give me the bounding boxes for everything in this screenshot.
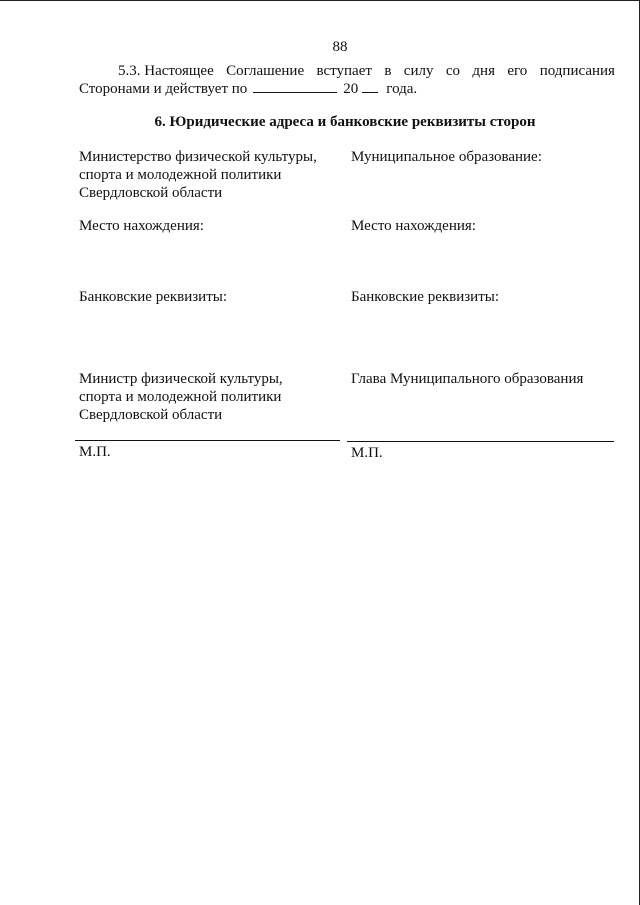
- clause-line-1: [79, 62, 615, 80]
- clause-word: Соглашение: [226, 63, 305, 79]
- right-seal: М.П.: [351, 445, 383, 461]
- left-party-name-line: Министерство физической культуры,: [79, 149, 317, 165]
- clause-word: подписания: [539, 63, 615, 79]
- left-signatory: [79, 370, 283, 424]
- left-signature-line: [75, 440, 340, 441]
- left-party-name-line: спорта и молодежной политики: [79, 167, 282, 183]
- clause-word: 5.3. Настоящее: [118, 63, 214, 79]
- clause-line-2-end: года.: [386, 81, 418, 97]
- year-prefix: 20: [343, 81, 359, 97]
- right-location-label: Место нахождения:: [351, 218, 476, 234]
- left-seal: М.П.: [79, 444, 111, 460]
- clause-5-3: [79, 62, 615, 98]
- clause-word: его: [507, 63, 528, 79]
- left-location-label: Место нахождения:: [79, 218, 204, 234]
- year-blank: [362, 80, 378, 93]
- left-party-name-line: Свердловской области: [79, 185, 223, 201]
- left-signatory-line: Свердловской области: [79, 407, 223, 423]
- clause-word: дня: [472, 63, 495, 79]
- date-blank: [253, 80, 337, 93]
- right-signatory: Глава Муниципального образования: [351, 371, 584, 387]
- page-number: 88: [332, 39, 348, 55]
- right-signature-line: [347, 441, 614, 442]
- clause-word: силу: [403, 63, 434, 79]
- clause-line-2-start: Сторонами и действует по: [79, 81, 248, 97]
- left-signatory-line: спорта и молодежной политики: [79, 389, 282, 405]
- clause-word: со: [445, 63, 461, 79]
- right-party-name: Муниципальное образование:: [351, 149, 542, 165]
- left-party-name: [79, 148, 317, 202]
- section-title: 6. Юридические адреса и банковские реквизиты сторон: [154, 114, 536, 130]
- left-signatory-line: Министр физической культуры,: [79, 371, 283, 387]
- clause-line-2: [79, 80, 615, 98]
- left-bank-label: Банковские реквизиты:: [79, 289, 228, 305]
- clause-word: вступает: [316, 63, 372, 79]
- right-bank-label: Банковские реквизиты:: [351, 289, 500, 305]
- scan-edge-top: [0, 0, 640, 1]
- clause-word: в: [384, 63, 392, 79]
